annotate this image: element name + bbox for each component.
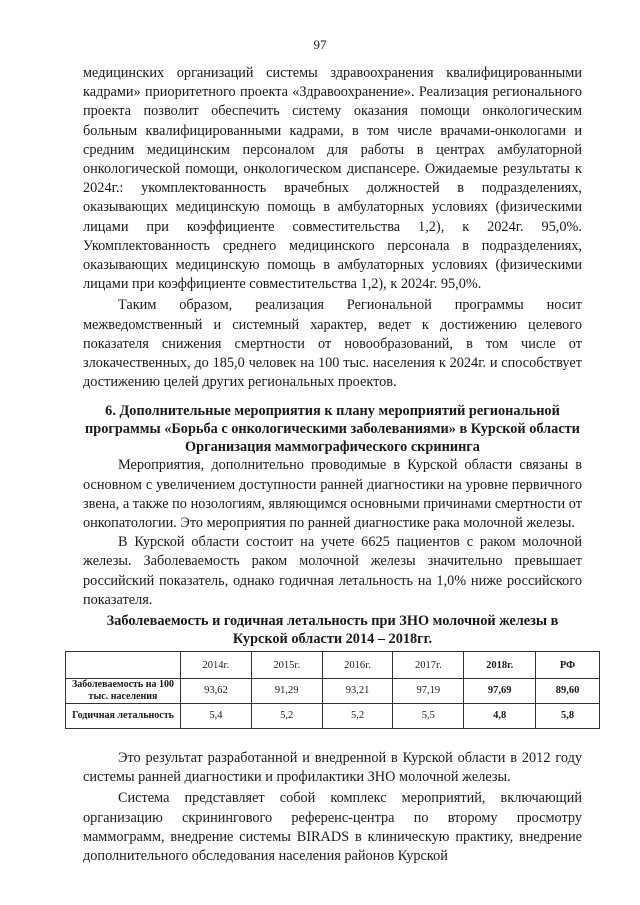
table-row [66,679,600,704]
table-cell: 5,4 [181,704,252,729]
row-label: Годичная летальность [66,704,181,729]
paragraph-3: Мероприятия, дополнительно проводимые в Курской области связаны в основном с увеличением доступности ранней диагностики на уровне первичного звена, а также по нозологиям, являющимся основными причинами смертности от онкопатологии. Это мероприятия по ранней диагностике рака молочной железы. [83,457,582,532]
table-header-cell [66,652,181,679]
table-cell: 5,5 [393,704,464,729]
page-number: 97 [313,37,327,52]
table-cell: 91,29 [251,679,322,704]
table-row [66,704,600,729]
table-header-cell: 2014г. [181,652,252,679]
page-content [72,64,582,866]
table-header-cell: РФ [536,652,600,679]
paragraph-4: В Курской области состоит на учете 6625 пациентов с раком молочной железы. Заболеваемость раком молочной железы значительно превышает российский показатель, однако годичная летальность на 1,0% ниже российского показателя. [83,534,582,608]
table-cell: 5,2 [251,704,322,729]
paragraph-2: Таким образом, реализация Региональной программы носит межведомственный и системный характер, ведет к достижению целевого показателя снижения смертности от новообразований, в том числе от злокачественных, до 185,0 человек на 100 тыс. населения к 2024г. и способствует достижению целей других региональных проектов. [83,297,582,391]
table-cell: 97,69 [464,679,536,704]
table-header-cell: 2018г. [464,652,536,679]
table-cell: 5,8 [536,704,600,729]
table-title: Заболеваемость и годичная летальность при ЗНО молочной железы в Курской области 2014 – 2018гг. [106,613,559,648]
row-label: Заболеваемость на 100 тыс. населения [66,679,181,704]
paragraph-6: Система представляет собой комплекс мероприятий, включающий организацию скринингового референс-центра по второму просмотру маммограмм, внедрение системы BIRADS в клиническую практику, внедрение дополнительного обследования населения районов Курской [83,790,582,865]
paragraph-5: Это результат разработанной и внедренной в Курской области в 2012 году системы ранней диагностики и профилактики ЗНО молочной железы. [83,750,582,786]
subheading: Организация маммографического скрининга [185,439,480,456]
table-cell: 97,19 [393,679,464,704]
table-header-cell: 2017г. [393,652,464,679]
table-cell: 93,62 [181,679,252,704]
table-cell: 93,21 [322,679,393,704]
section-heading: 6. Дополнительные мероприятия к плану мероприятий региональной программы «Борьба с онкологическими заболеваниями» в Курской области [85,403,580,438]
table-cell: 5,2 [322,704,393,729]
incidence-table [65,651,600,729]
table-cell: 4,8 [464,704,536,729]
paragraph-1: медицинских организаций системы здравоохранения квалифицированными кадрами» приоритетного проекта «Здравоохранение». Реализация регионального проекта позволит обеспечить систему оказания помощи онкологическим больным квалифицированными кадрами, в том числе врачами-онкологами и средним медицинским персоналом для работы в центрах амбулаторной онкологической помощи, онкологическом диспансере. Ожидаемые результаты к 2024г.: укомплектованность врачебных должностей в подразделениях, оказывающих медицинскую помощь в амбулаторных условиях (физическими лицами при коэффициенте совместительства 1,2), к 2024г. 95,0%. Укомплектованность среднего медицинского персонала в подразделениях, оказывающих медицинскую помощь в амбулаторных условиях (физическими лицами при коэффициенте совместительства 1,2), к 2024г. 95,0%. [83,65,582,293]
table-cell: 89,60 [536,679,600,704]
table-header-cell: 2016г. [322,652,393,679]
table-header-cell: 2015г. [251,652,322,679]
table-header-row [66,652,600,679]
